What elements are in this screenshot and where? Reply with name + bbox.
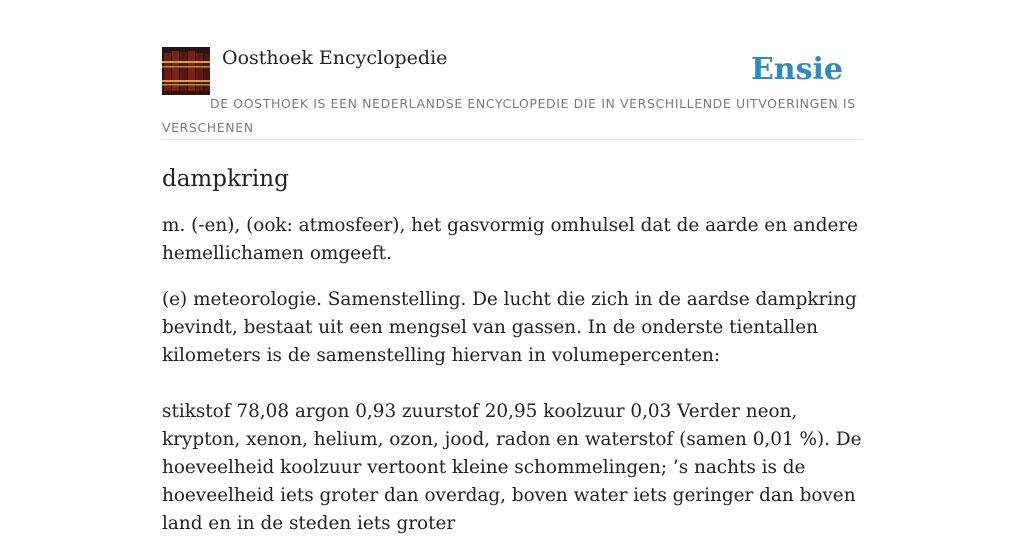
book-spines-icon (162, 47, 210, 95)
site-name-link[interactable]: Oosthoek Encyclopedie (222, 47, 448, 69)
site-avatar[interactable] (162, 47, 210, 95)
brand-logo-link[interactable]: Ensie (750, 52, 843, 87)
site-tagline: DE OOSTHOEK IS EEN NEDERLANDSE ENCYCLOPEDIE DIE IN VERSCHILLENDE UITVOERINGEN IS VERSCHENEN (162, 96, 856, 135)
article-paragraph-definition: m. (-en), (ook: atmosfeer), het gasvormig omhulsel dat de aarde en andere hemellichamen omgeeft. (162, 215, 859, 264)
article-paragraph-meteorology: (e) meteorologie. Samenstelling. De lucht die zich in de aardse dampkring bevindt, bestaat uit een mengsel van gassen. In de onderste tientallen kilometers is de samenstelling hiervan in volumepercenten: (162, 289, 857, 366)
article-paragraph-composition: stikstof 78,08 argon 0,93 zuurstof 20,95 koolzuur 0,03 Verder neon, krypton, xenon, helium, ozon, jood, radon en waterstof (samen 0,01 %). De hoeveelheid koolzuur vertoont kleine schommelingen; ’s nachts is de hoeveelheid iets groter dan overdag, boven water iets geringer dan boven land en in de steden iets groter (162, 401, 862, 534)
article-title: dampkring (162, 166, 289, 192)
article-content (162, 162, 864, 556)
site-header (162, 46, 862, 140)
